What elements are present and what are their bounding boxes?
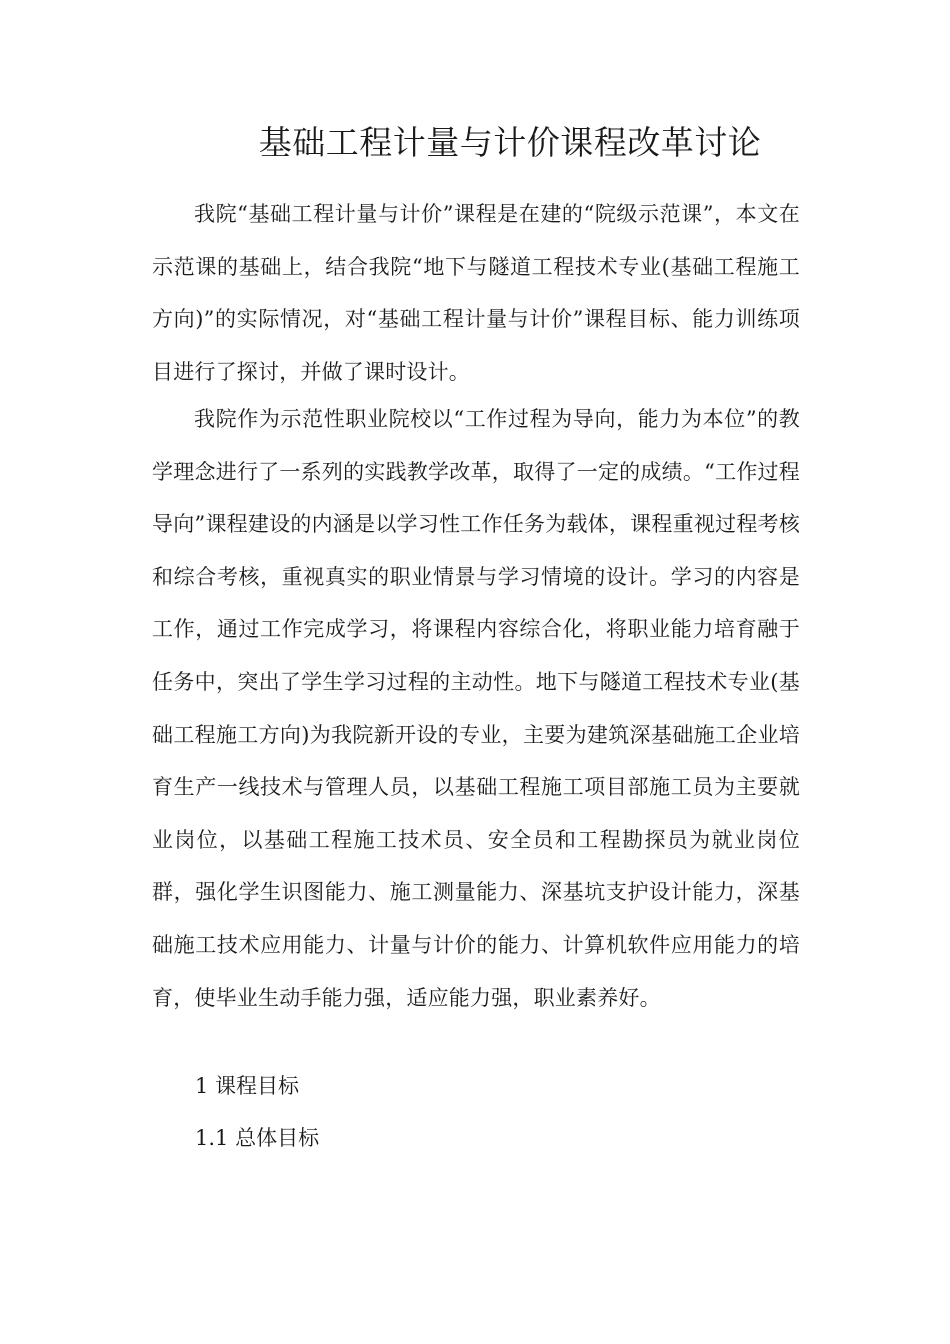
document-title: 基础工程计量与计价课程改革讨论 <box>258 123 762 162</box>
subsection-heading-overall-goal: 1.1 总体目标 <box>195 1126 320 1150</box>
body-paragraph-intro: 我院“基础工程计量与计价”课程是在建的“院级示范课”，本文在示范课的基础上，结合我院“地下与隧道工程技术专业(基础工程施工方向)”的实际情况，对“基础工程计量与计价”课程目标、能力训练项目进行了探讨，并做了课时设计。 <box>152 202 800 384</box>
section-heading-course-goals: 1 课程目标 <box>195 1074 300 1098</box>
body-paragraph-background: 我院作为示范性职业院校以“工作过程为导向，能力为本位”的教学理念进行了一系列的实践教学改革，取得了一定的成绩。“工作过程导向”课程建设的内涵是以学习性工作任务为载体，课程重视过程考核和综合考核，重视真实的职业情景与学习情境的设计。学习的内容是工作，通过工作完成学习，将课程内容综合化，将职业能力培育融于任务中，突出了学生学习过程的主动性。地下与隧道工程技术专业(基础工程施工方向)为我院新开设的专业，主要为建筑深基础施工企业培育生产一线技术与管理人员，以基础工程施工项目部施工员为主要就业岗位，以基础工程施工技术员、安全员和工程勘探员为就业岗位群，强化学生识图能力、施工测量能力、深基坑支护设计能力，深基础施工技术应用能力、计量与计价的能力、计算机软件应用能力的培育，使毕业生动手能力强，适应能力强，职业素养好。 <box>152 407 800 1010</box>
